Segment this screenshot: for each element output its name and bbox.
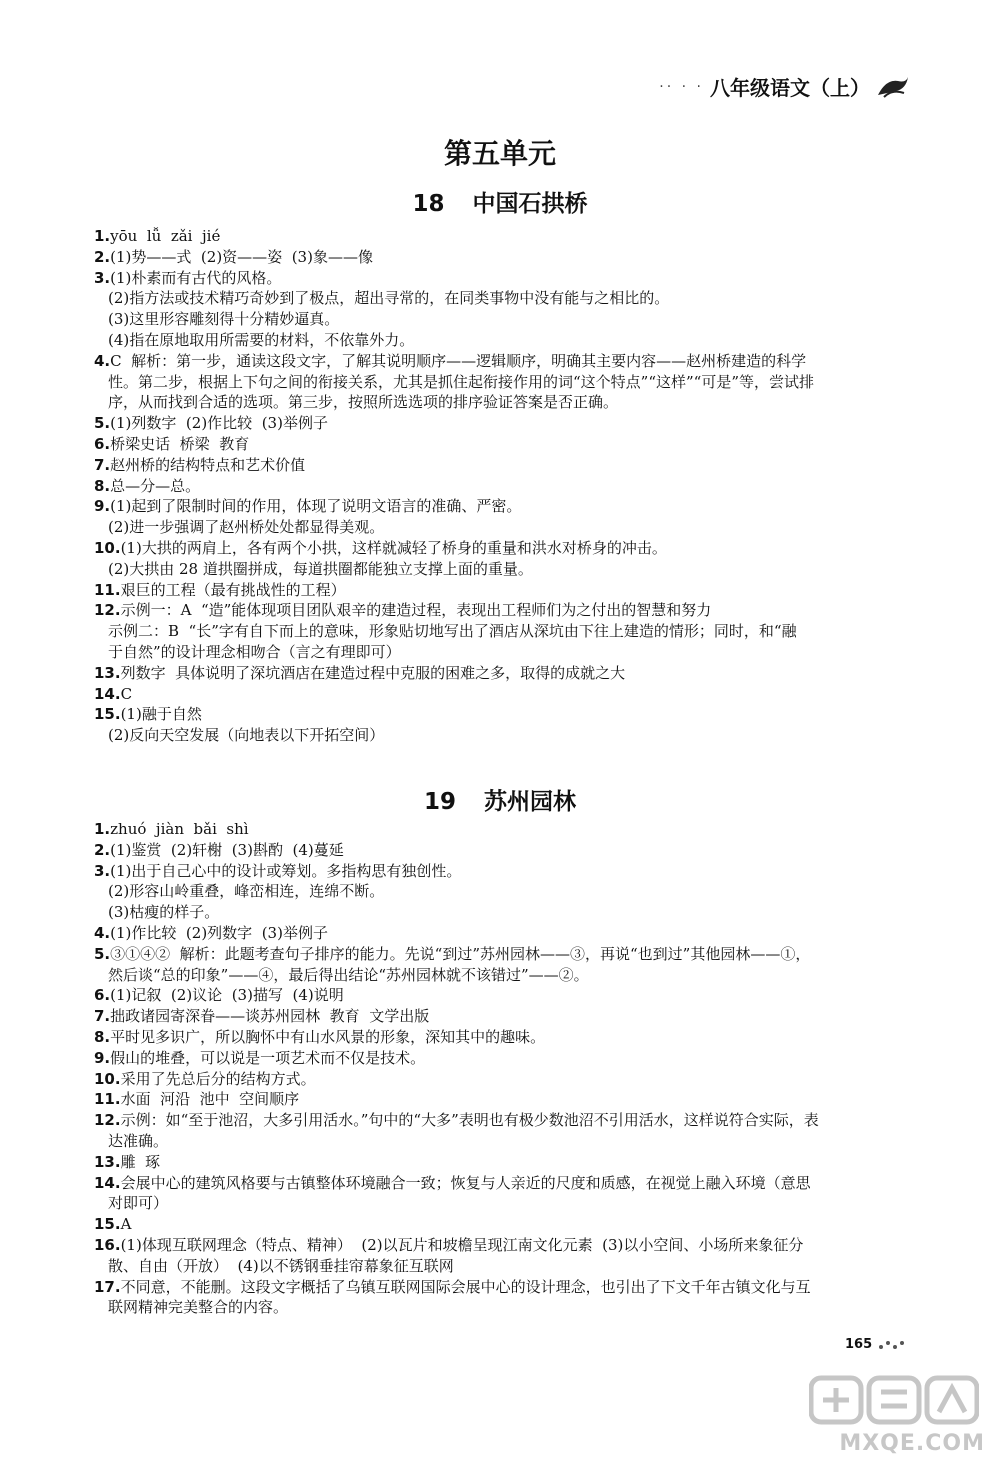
answer-text: 示例二：B “长”字有自下而上的意味，形象贴切地写出了酒店从深坑由下往上建造的情形；同时，和“融 [108,622,797,641]
footprints-decoration-icon [876,1338,906,1352]
lesson-name: 中国石拱桥 [472,191,588,217]
answer-text: (3)这里形容雕刻得十分精妙逼真。 [108,310,340,329]
question-number: 14. [94,1173,121,1192]
answer-line [94,476,918,497]
question-number: 14. [94,684,121,703]
lesson-answers-19 [94,819,918,1318]
answer-line [94,392,918,413]
answer-text: 示例一：A “造”能体现项目团队艰辛的建造过程，表现出工程师们为之付出的智慧和努力 [120,601,712,620]
lesson-number: 18 [412,191,445,217]
answer-line [94,1297,918,1318]
question-number: 8. [94,1027,111,1046]
question-number: 11. [94,580,121,599]
answer-line [94,840,918,861]
site-watermark [805,1372,985,1460]
answer-line [94,923,918,944]
question-number: 3. [94,268,111,287]
lesson-title-18 [0,185,1000,218]
answer-text: 列数字 具体说明了深坑酒店在建造过程中克服的困难之多，取得的成就之大 [120,663,626,682]
answer-text: 平时见多识广，所以胸怀中有山水风景的形象，深知其中的趣味。 [110,1027,546,1046]
question-number: 11. [94,1090,121,1109]
answer-line [94,496,918,517]
answer-text: 桥梁史话 桥梁 教育 [110,434,250,453]
answer-text: A [120,1215,132,1234]
answer-text: ③①④② 解析：此题考查句子排序的能力。先说“到过”苏州园林——③，再说“也到过”其他园林——①， [110,944,811,963]
question-number: 9. [94,1048,111,1067]
question-number: 3. [94,861,111,880]
answer-text: (1)体现互联网理念（特点、精神） (2)以瓦片和坡檐呈现江南文化元素 (3)以小空间、小场所来象征分 [120,1235,804,1254]
question-number: 16. [94,1235,121,1254]
answer-text: (1)势——式 (2)资——姿 (3)象——像 [110,247,373,266]
question-number: 1. [94,820,111,838]
answer-line [94,372,918,393]
answer-line [94,247,918,268]
answer-line [94,1173,918,1194]
answer-text: 拙政诸园寄深眷——谈苏州园林 教育 文学出版 [110,1007,430,1026]
answer-text: (2)大拱由 28 道拱圈拼成，每道拱圈都能独立支撑上面的重量。 [108,559,533,578]
answer-line [94,1069,918,1090]
answer-line [94,642,918,663]
question-number: 2. [94,247,111,266]
answer-text: (1)作比较 (2)列数字 (3)举例子 [110,923,328,942]
answer-text: 然后谈“总的印象”——④，最后得出结论“苏州园林就不该错过”——②。 [108,965,589,984]
answer-line [94,1048,918,1069]
answer-text: (1)朴素而有古代的风格。 [110,268,282,287]
watermark-text: MXQE.COM [839,1431,985,1456]
answer-text: 会展中心的建筑风格要与古镇整体环境融合一致；恢复与人亲近的尺度和质感，在视觉上融入环境（意思 [120,1173,811,1192]
answer-text: 水面 河沿 池中 空间顺序 [120,1090,300,1109]
answer-text: (2)指方法或技术精巧奇妙到了极点，超出寻常的，在同类事物中没有能与之相比的。 [108,289,670,308]
answer-line [94,1110,918,1131]
answer-text: (4)指在原地取用所需要的材料，不依靠外力。 [108,330,415,349]
answer-line [94,861,918,882]
answer-text: (2)形容山岭重叠，峰峦相连，连绵不断。 [108,882,385,901]
lesson-answers-18 [94,226,918,746]
question-number: 7. [94,455,111,474]
question-number: 8. [94,476,111,495]
answer-line [94,413,918,434]
answer-text: 采用了先总后分的结构方式。 [120,1069,316,1088]
answer-line [94,1152,918,1173]
answer-line [94,351,918,372]
answer-line [94,1214,918,1235]
answer-line [94,580,918,601]
answer-text: 达准确。 [108,1131,169,1150]
question-number: 15. [94,1215,121,1234]
question-number: 17. [94,1277,121,1296]
answer-text: 序，从而找到合适的选项。第三步，按照所选选项的排序验证答案是否正确。 [108,393,619,412]
answer-line [94,663,918,684]
answer-text: (2)进一步强调了赵州桥处处都显得美观。 [108,518,385,537]
question-number: 7. [94,1007,111,1026]
answer-line [94,881,918,902]
answer-text: (1)记叙 (2)议论 (3)描写 (4)说明 [110,986,344,1005]
answer-text: (1)鉴赏 (2)轩榭 (3)斟酌 (4)蔓延 [110,840,344,859]
question-number: 4. [94,351,111,370]
answer-line [94,902,918,923]
question-number: 5. [94,414,111,433]
question-number: 6. [94,986,111,1005]
answer-text: (1)大拱的两肩上，各有两个小拱，这样就减轻了桥身的重量和洪水对桥身的冲击。 [120,538,667,557]
header-dots-decoration: ·· · · [659,78,704,95]
answer-text: 艰巨的工程（最有挑战性的工程） [120,580,346,599]
answer-line [94,1027,918,1048]
answer-text: 赵州桥的结构特点和艺术价值 [110,455,306,474]
answer-line [94,819,918,840]
unit-title: 第五单元 [443,137,556,170]
answer-line [94,725,918,746]
question-number: 4. [94,923,111,942]
answer-text: yōu lǚ zǎi jié [110,227,221,245]
answer-text: (2)反向天空发展（向地表以下开拓空间） [108,726,385,745]
answer-text: C 解析：第一步，通读这段文字，了解其说明顺序——逻辑顺序，明确其主要内容——赵州桥建造的科学 [110,351,807,370]
answer-line [94,517,918,538]
answer-line [94,268,918,289]
page-header [659,72,910,101]
lesson-name: 苏州园林 [484,789,576,815]
answer-line [94,621,918,642]
answer-line [94,704,918,725]
answer-line [94,1193,918,1214]
answer-line [94,1256,918,1277]
answer-line [94,309,918,330]
question-number: 5. [94,944,111,963]
question-number: 12. [94,601,121,620]
answer-line [94,1277,918,1298]
lesson-title-19 [0,783,1000,816]
question-number: 6. [94,434,111,453]
answer-text: 总—分—总。 [110,476,201,495]
answer-text: 示例：如“至于池沼，大多引用活水。”句中的“大多”表明也有极少数池沼不引用活水，这样说符合实际，表 [120,1111,819,1130]
page-footer [845,1337,906,1352]
answer-line [94,226,918,247]
answer-line [94,1235,918,1256]
question-number: 13. [94,663,121,682]
question-number: 9. [94,497,111,516]
answer-text: (1)起到了限制时间的作用，体现了说明文语言的准确、严密。 [110,497,522,516]
answer-text: 性。第二步，根据上下句之间的衔接关系，尤其是抓住起衔接作用的词“这个特点”“这样”“可是”等，尝试排 [108,372,815,391]
answer-text: zhuó jiàn bǎi shì [110,820,249,838]
answer-line [94,600,918,621]
answer-text: 对即可） [108,1194,169,1213]
leaf-decoration-icon [876,75,910,99]
answer-line [94,559,918,580]
answer-text: 雕 琢 [120,1152,161,1171]
question-number: 1. [94,227,111,245]
question-number: 2. [94,840,111,859]
header-title: 八年级语文（上） [710,76,870,100]
answer-text: 于自然”的设计理念相吻合（言之有理即可） [108,642,401,661]
answer-line [94,1006,918,1027]
answer-line [94,1131,918,1152]
answer-text: 联网精神完美整合的内容。 [108,1298,289,1317]
lesson-number: 19 [423,789,456,815]
answer-line [94,288,918,309]
answer-line [94,330,918,351]
answer-text: (1)列数字 (2)作比较 (3)举例子 [110,414,328,433]
page-number: 165 [845,1337,873,1352]
answer-line [94,455,918,476]
question-number: 10. [94,538,121,557]
answer-line [94,684,918,705]
answer-line [94,944,918,965]
answer-line [94,434,918,455]
answer-text: 不同意，不能删。这段文字概括了乌镇互联网国际会展中心的设计理念，也引出了下文千年古镇文化与互 [120,1277,811,1296]
question-number: 10. [94,1069,121,1088]
answer-line [94,985,918,1006]
answer-text: 假山的堆叠，可以说是一项艺术而不仅是技术。 [110,1048,426,1067]
answer-line [94,1089,918,1110]
answer-text: 散、自由（开放） (4)以不锈钢垂挂帘幕象征互联网 [108,1256,454,1275]
question-number: 13. [94,1152,121,1171]
answer-text: (1)融于自然 [120,705,202,724]
watermark-logo-icon [809,1372,979,1428]
answer-text: (3)枯瘦的样子。 [108,903,220,922]
answer-line [94,965,918,986]
answer-text: C [120,684,133,703]
question-number: 12. [94,1111,121,1130]
answer-text: (1)出于自己心中的设计或筹划。多指构思有独创性。 [110,861,462,880]
answer-line [94,538,918,559]
question-number: 15. [94,705,121,724]
